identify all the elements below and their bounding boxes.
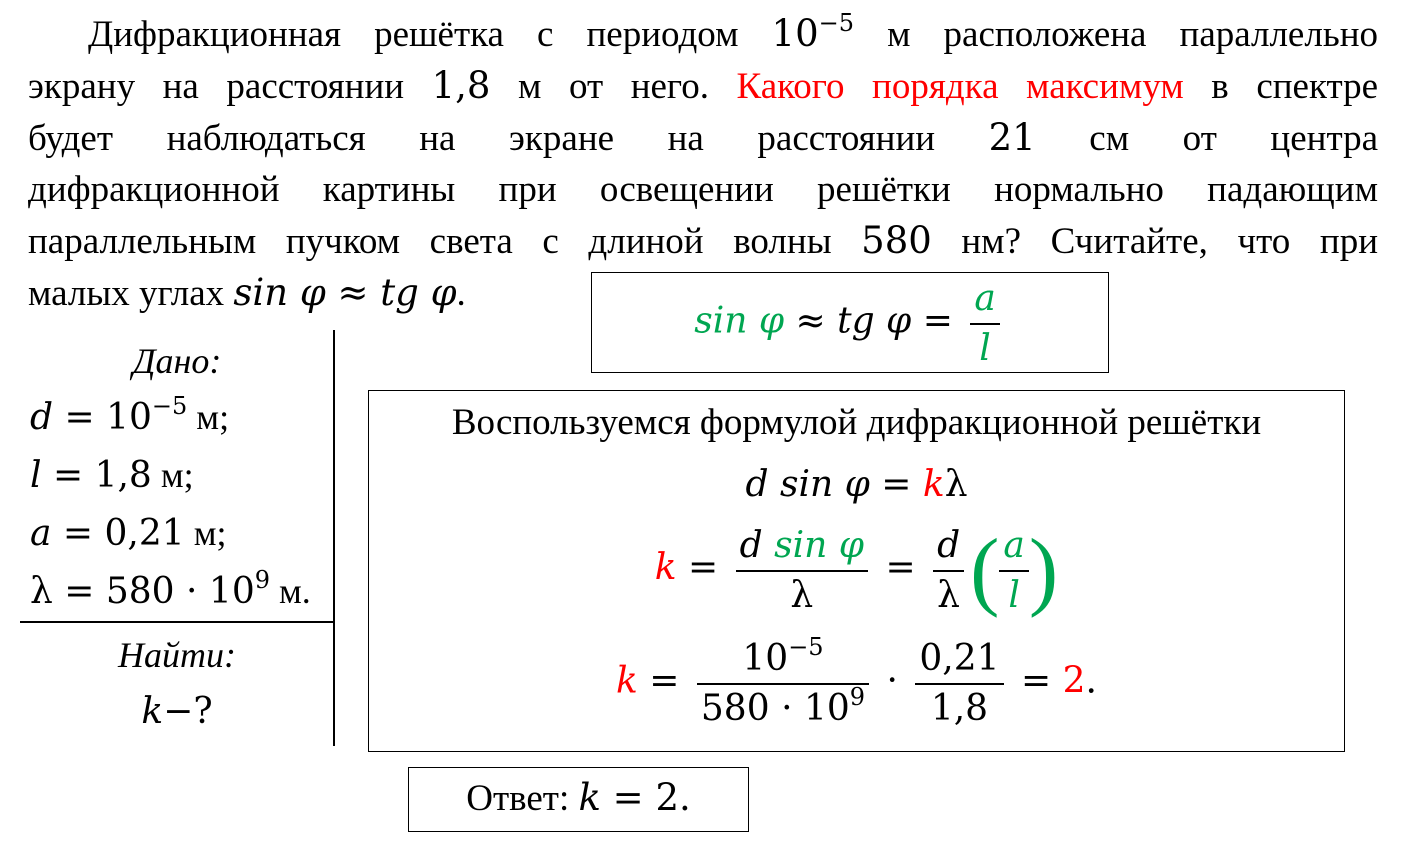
a-over-l-fraction xyxy=(970,275,999,373)
d-value xyxy=(53,392,188,438)
var-l: l xyxy=(30,455,42,496)
fraction-numerator: a xyxy=(1003,524,1025,566)
d-unit: м; xyxy=(187,397,230,437)
problem-text: м расположена параллельно xyxy=(854,14,1378,55)
problem-text: малых углах xyxy=(28,273,234,314)
period-base: 10 xyxy=(771,12,819,55)
hint-formula xyxy=(592,275,1108,373)
numerator-exponent: −5 xyxy=(788,633,824,661)
problem-text: будет наблюдаться на экране на расстоянии xyxy=(28,118,989,159)
equals-sign: = xyxy=(1009,660,1063,702)
fraction-denominator: l xyxy=(999,570,1028,620)
solution-intro: Воспользуемся формулой дифракционной решётки xyxy=(451,402,1262,443)
fraction-denominator: l xyxy=(970,323,999,373)
find-header: Найти: xyxy=(118,635,236,675)
problem-text: экрану на расстоянии xyxy=(28,66,432,107)
order-k: k xyxy=(922,464,945,505)
problem-line-4: дифракционной картины при освещении решётки нормально падающим xyxy=(28,169,1378,210)
lambda-value: λ = 580 · 10 xyxy=(30,571,255,612)
grating-formula xyxy=(369,463,1344,505)
period-value xyxy=(771,9,855,55)
fraction-numerator: a xyxy=(974,278,996,319)
answer-box xyxy=(408,767,749,832)
var-k: k xyxy=(141,691,164,732)
answer-value: = 2. xyxy=(600,776,691,819)
denominator-base: 580 · 10 xyxy=(700,688,850,729)
fraction-numerator: 0,21 xyxy=(919,638,1000,679)
problem-text: м от него. xyxy=(490,66,737,107)
tg-term: ≈ tg φ = xyxy=(784,300,965,342)
wavelength-value: 580 xyxy=(861,219,932,262)
given-a xyxy=(30,512,226,554)
problem-text: Дифракционная решётка с периодом xyxy=(88,14,772,55)
answer-line xyxy=(409,776,748,820)
given-l xyxy=(30,454,194,496)
var-a: a xyxy=(30,513,52,554)
sin-term: sin φ xyxy=(694,300,785,342)
fraction-denominator: λ xyxy=(933,570,964,620)
l-value: = 1,8 xyxy=(41,455,152,496)
a-over-l-fraction xyxy=(999,522,1028,620)
dsin-over-lambda-fraction xyxy=(736,521,868,620)
fraction-denominator xyxy=(697,683,869,733)
solution-box xyxy=(368,390,1345,752)
k-expression xyxy=(369,521,1344,620)
find-question: −? xyxy=(163,691,213,732)
numerator-base: 10 xyxy=(742,638,789,679)
find-target xyxy=(22,690,332,732)
distance-ratio-fraction xyxy=(915,635,1003,733)
fraction-denominator: 1,8 xyxy=(915,683,1003,733)
problem-text: параллельным пучком света с длиной волны xyxy=(28,221,862,262)
var-d: d xyxy=(30,397,54,438)
fraction-numerator xyxy=(697,635,869,683)
period-mark: . xyxy=(1085,660,1097,702)
lambda-exponent: 9 xyxy=(254,566,270,594)
offset-value: 21 xyxy=(988,116,1036,159)
equals-sign: = xyxy=(874,546,928,588)
small-angle-formula: sin φ ≈ tg φ xyxy=(233,271,457,314)
sin-term: sin φ xyxy=(774,525,864,566)
problem-text: нм? Считайте, что при xyxy=(931,221,1378,262)
order-k: k xyxy=(616,660,638,702)
period-exponent: −5 xyxy=(818,9,855,37)
equals-sign: = xyxy=(676,546,730,588)
order-k: k xyxy=(654,546,677,588)
highlighted-question: Какого порядка максимум xyxy=(736,66,1184,107)
d-exponent: −5 xyxy=(151,392,188,420)
right-paren: ) xyxy=(1028,521,1059,619)
d-base: = 10 xyxy=(53,397,152,438)
problem-line-2 xyxy=(28,60,1378,112)
problem-text: в спектре xyxy=(1183,66,1378,107)
given-d xyxy=(30,392,230,438)
left-paren: ( xyxy=(970,521,1000,619)
a-unit: м; xyxy=(184,513,227,553)
a-value: = 0,21 xyxy=(51,513,185,554)
period-over-wavelength-fraction xyxy=(697,635,869,733)
given-horizontal-divider xyxy=(20,621,334,623)
l-unit: м; xyxy=(151,455,194,495)
problem-text: см от центра xyxy=(1035,118,1378,159)
formula-lhs: d sin φ = xyxy=(745,464,923,505)
fraction-numerator: d xyxy=(937,524,961,566)
equals-sign: = xyxy=(637,660,691,702)
result-value: 2 xyxy=(1062,660,1086,702)
problem-line-1 xyxy=(28,8,1378,60)
fraction-numerator xyxy=(736,521,868,570)
k-calculation xyxy=(369,635,1344,733)
fraction-denominator: λ xyxy=(736,570,868,620)
problem-line-5 xyxy=(28,215,1378,267)
distance-value: 1,8 xyxy=(431,64,491,107)
hint-formula-box xyxy=(591,272,1109,373)
given-vertical-divider xyxy=(333,330,335,746)
d-over-lambda-fraction xyxy=(933,522,964,620)
answer-label: Ответ: xyxy=(466,778,579,819)
given-lambda xyxy=(30,566,311,612)
var-d: d xyxy=(739,525,775,566)
denominator-exponent: 9 xyxy=(849,683,866,711)
multiply-dot: · xyxy=(875,660,910,702)
lambda-unit: м. xyxy=(270,571,311,611)
problem-text: . xyxy=(456,273,466,314)
lambda-symbol: λ xyxy=(944,464,968,505)
var-k: k xyxy=(578,776,601,819)
problem-line-3 xyxy=(28,112,1378,164)
given-header: Дано: xyxy=(132,341,222,381)
